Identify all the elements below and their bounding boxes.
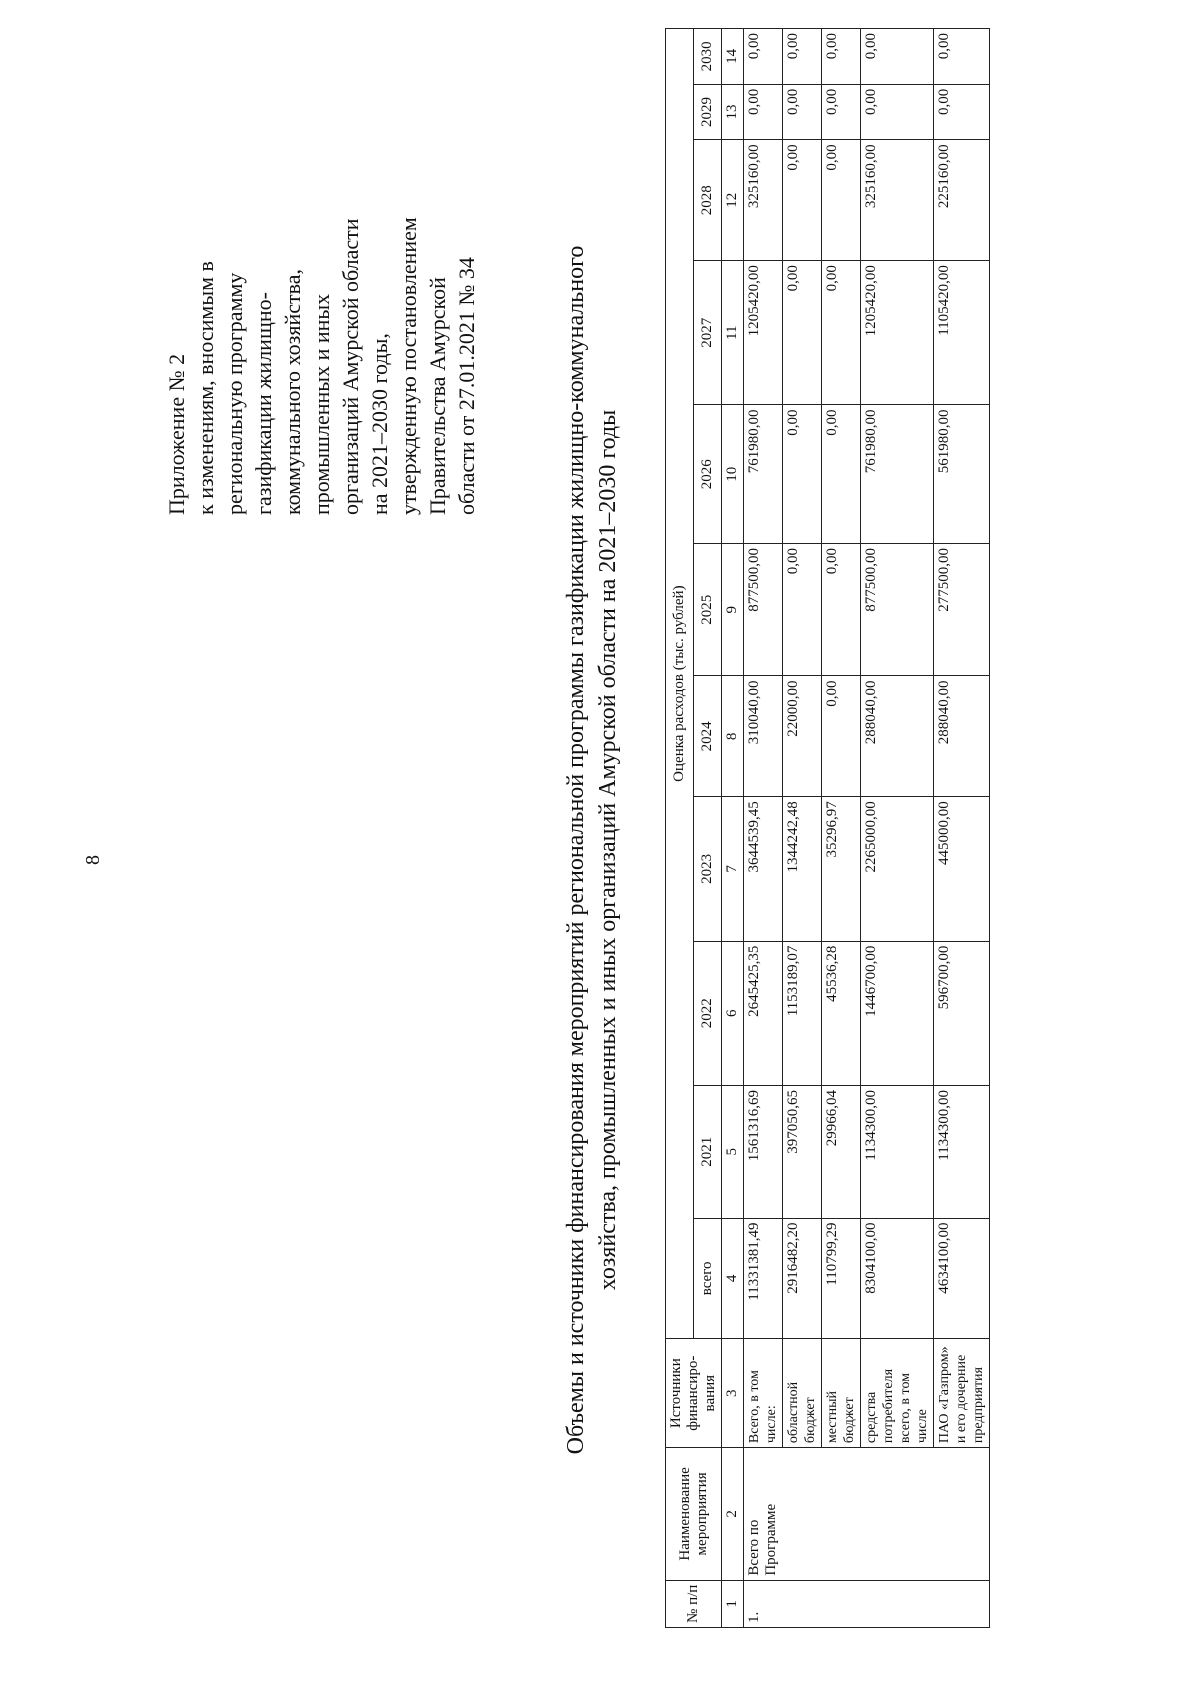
- value-cell: 761980,00: [744, 405, 783, 543]
- appendix-line: региональную программу: [222, 272, 247, 515]
- col-header-year: 2027: [694, 261, 722, 405]
- value-cell: 0,00: [744, 84, 783, 140]
- value-cell: 445000,00: [934, 797, 990, 941]
- col-number: 11: [722, 261, 744, 405]
- col-header-year: 2023: [694, 797, 722, 941]
- col-number: 10: [722, 405, 744, 543]
- value-cell: 877500,00: [861, 543, 934, 676]
- col-number: 6: [722, 941, 744, 1085]
- value-cell: 0,00: [934, 84, 990, 140]
- value-cell: 0,00: [822, 261, 861, 405]
- table-row: [822, 29, 861, 1628]
- col-header-year: 2030: [694, 29, 722, 85]
- value-cell: 29966,04: [822, 1085, 861, 1218]
- document-title: [560, 60, 624, 1640]
- value-cell: 0,00: [861, 29, 934, 85]
- value-cell: 0,00: [822, 543, 861, 676]
- appendix-line: промышленных и иных: [309, 293, 334, 515]
- page-number: 8: [82, 855, 104, 865]
- value-cell: 45536,28: [822, 941, 861, 1085]
- value-cell: 8304100,00: [861, 1218, 934, 1339]
- col-header-year: 2022: [694, 941, 722, 1085]
- col-header-year: 2026: [694, 405, 722, 543]
- table-row: [934, 29, 990, 1628]
- value-cell: 325160,00: [861, 140, 934, 261]
- table-row: [744, 29, 783, 1628]
- value-cell: 1205420,00: [861, 261, 934, 405]
- value-cell: 397050,65: [783, 1085, 822, 1218]
- appendix-line: газификации жилищно-: [251, 292, 276, 515]
- col-number: 4: [722, 1218, 744, 1339]
- value-cell: 35296,97: [822, 797, 861, 941]
- col-header-source: Источники финансиро-вания: [666, 1339, 722, 1448]
- col-number: 14: [722, 29, 744, 85]
- funding-source: Всего, в том числе:: [744, 1339, 783, 1448]
- value-cell: 4634100,00: [934, 1218, 990, 1339]
- col-header-estimate: Оценка расходов (тыс. рублей): [666, 29, 694, 1339]
- value-cell: 1561316,69: [744, 1085, 783, 1218]
- value-cell: 1344242,48: [783, 797, 822, 941]
- value-cell: 1446700,00: [861, 941, 934, 1085]
- col-number: 8: [722, 676, 744, 797]
- value-cell: 2265000,00: [861, 797, 934, 941]
- appendix-line: утвержденную постановлением: [396, 217, 421, 515]
- appendix-line: организаций Амурской области: [338, 218, 363, 515]
- appendix-line: коммунального хозяйства,: [280, 269, 305, 515]
- col-header-year: 2021: [694, 1085, 722, 1218]
- value-cell: 1153189,07: [783, 941, 822, 1085]
- col-number: 9: [722, 543, 744, 676]
- value-cell: 877500,00: [744, 543, 783, 676]
- value-cell: 0,00: [822, 676, 861, 797]
- value-cell: 0,00: [783, 405, 822, 543]
- col-header-year: 2029: [694, 84, 722, 140]
- value-cell: 3644539,45: [744, 797, 783, 941]
- value-cell: 288040,00: [934, 676, 990, 797]
- value-cell: 2645425,35: [744, 941, 783, 1085]
- col-number: 7: [722, 797, 744, 941]
- col-header-no: № п/п: [666, 1580, 722, 1627]
- appendix-line: к изменениям, вносимым в: [193, 261, 218, 515]
- value-cell: 1205420,00: [744, 261, 783, 405]
- numbering-row: [722, 29, 744, 1628]
- value-cell: 561980,00: [934, 405, 990, 543]
- value-cell: 288040,00: [861, 676, 934, 797]
- measure-name: Всего по Программе: [744, 1448, 990, 1581]
- value-cell: 0,00: [861, 84, 934, 140]
- value-cell: 0,00: [934, 29, 990, 85]
- funding-source: областной бюджет: [783, 1339, 822, 1448]
- value-cell: 310040,00: [744, 676, 783, 797]
- funding-source: средства потребителя всего, в том числе: [861, 1339, 934, 1448]
- appendix-line: области от 27.01.2021 № 34: [454, 257, 479, 515]
- appendix-note: [162, 45, 481, 515]
- appendix-line: на 2021–2030 годы,: [367, 333, 392, 515]
- col-header-year: 2028: [694, 140, 722, 261]
- value-cell: 110799,29: [822, 1218, 861, 1339]
- table-row: [783, 29, 822, 1628]
- title-line-1: Объемы и источники финансирования мероприятий региональной программы газификации жилищно-коммунального: [563, 245, 589, 1455]
- header-row-1: [666, 29, 694, 1628]
- value-cell: 0,00: [822, 84, 861, 140]
- col-number: 5: [722, 1085, 744, 1218]
- value-cell: 325160,00: [744, 140, 783, 261]
- col-number: 13: [722, 84, 744, 140]
- value-cell: 11331381,49: [744, 1218, 783, 1339]
- funding-source: ПАО «Газпром» и его дочерние предприятия: [934, 1339, 990, 1448]
- appendix-line: Правительства Амурской: [425, 277, 450, 515]
- funding-source: местный бюджет: [822, 1339, 861, 1448]
- value-cell: 22000,00: [783, 676, 822, 797]
- value-cell: 0,00: [822, 405, 861, 543]
- col-header-name: Наименование мероприятия: [666, 1448, 722, 1581]
- value-cell: 0,00: [783, 84, 822, 140]
- value-cell: 1134300,00: [861, 1085, 934, 1218]
- financing-table: [665, 28, 990, 1628]
- value-cell: 0,00: [783, 261, 822, 405]
- col-header-year: 2024: [694, 676, 722, 797]
- value-cell: 0,00: [783, 543, 822, 676]
- col-header-year: 2025: [694, 543, 722, 676]
- title-line-2: хозяйства, промышленных и иных организаций Амурской области на 2021–2030 годы: [595, 409, 621, 1291]
- value-cell: 1105420,00: [934, 261, 990, 405]
- value-cell: 596700,00: [934, 941, 990, 1085]
- table-row: [861, 29, 934, 1628]
- col-number: 2: [722, 1448, 744, 1581]
- col-number: 12: [722, 140, 744, 261]
- col-header-total: всего: [694, 1218, 722, 1339]
- appendix-line: Приложение № 2: [164, 353, 189, 515]
- value-cell: 1134300,00: [934, 1085, 990, 1218]
- row-number: 1.: [744, 1580, 990, 1627]
- value-cell: 0,00: [822, 140, 861, 261]
- col-number: 3: [722, 1339, 744, 1448]
- value-cell: 277500,00: [934, 543, 990, 676]
- col-number: 1: [722, 1580, 744, 1627]
- value-cell: 0,00: [822, 29, 861, 85]
- value-cell: 0,00: [783, 140, 822, 261]
- value-cell: 225160,00: [934, 140, 990, 261]
- value-cell: 2916482,20: [783, 1218, 822, 1339]
- value-cell: 0,00: [744, 29, 783, 85]
- value-cell: 0,00: [783, 29, 822, 85]
- value-cell: 761980,00: [861, 405, 934, 543]
